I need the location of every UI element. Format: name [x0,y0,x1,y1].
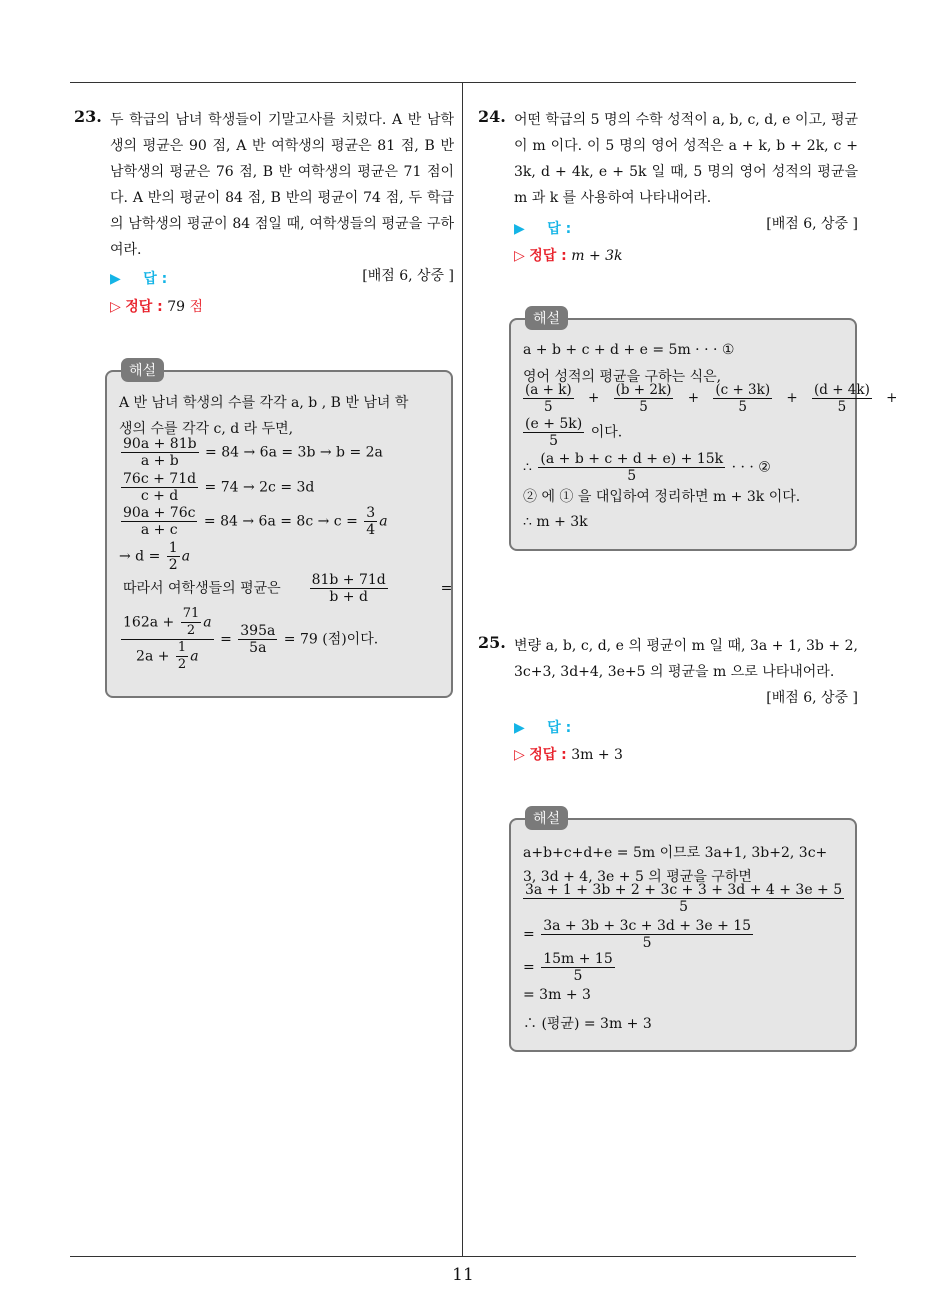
bottom-rule [70,1256,856,1257]
problem-text [110,107,454,289]
fraction-denominator: 5 [642,935,652,951]
correct-answer-row [110,296,203,316]
problem-number: 24. [478,107,506,126]
problem-meta: [배점 6, 상중 ] [766,690,858,706]
answer-label: 답 : [547,221,572,237]
equation-rest: = 84 → 6a = 8c → c = [203,513,358,530]
answer-label: 답 : [547,720,572,736]
solution-equation [119,606,378,673]
equation-pre: → d = [119,548,161,565]
solution-line: 생의 수를 각각 c, d 라 두면, [119,421,294,437]
solution-box [509,311,898,551]
equals-sign: = [220,631,232,648]
correct-marker-icon: ▷ [514,248,525,264]
solution-text: · · · ② [731,459,771,476]
problem-statement: 변량 a, b, c, d, e 의 평균이 m 일 때, 3a + 1, 3b + 2, 3c+3, 3d+4, 3e+5 의 평균을 m 으로 나타내어라. [514,638,858,680]
equation-rest: = 74 → 2c = 3d [204,479,315,496]
solution-equation [119,505,388,538]
answer-marker-icon: ▶ [514,221,525,237]
plus-sign: + [886,390,898,406]
solution-line [123,572,452,605]
correct-marker-icon: ▷ [110,299,121,315]
fraction-denominator: 5a [249,640,267,656]
fraction-numerator: 3a + 1 + 3b + 2 + 3c + 3 + 3d + 4 + 3e + 5 [525,882,843,898]
fraction-numerator: 3a + 3b + 3c + 3d + 3e + 15 [543,918,752,934]
correct-answer-row [514,245,623,265]
problem-25 [478,633,858,711]
correct-label: 정답 : [125,299,163,315]
fraction-denominator: a + c [140,522,178,538]
solution-badge: 해설 [525,806,568,830]
fraction-numerator: (d + 4k) [814,382,870,398]
fraction-numerator: 395a [240,623,276,639]
solution-line: a + b + c + d + e = 5m · · · ① [523,342,735,358]
solution-line: ∴ (평균) = 3m + 3 [523,1016,652,1032]
fraction-numerator [121,606,214,640]
fraction-denominator: c + d [140,488,179,504]
correct-answer-row [514,744,623,764]
fraction-numerator: 15m + 15 [543,951,613,967]
fraction-denominator: 5 [679,899,689,915]
problem-23 [74,107,454,289]
solution-line: 3, 3d + 4, 3e + 5 의 평균을 구하면 [523,869,752,885]
fraction-numerator: (e + 5k) [525,416,583,432]
variable: a [190,648,199,665]
fraction-numerator: (a + b + c + d + e) + 15k [540,451,724,467]
equals-sign: = [440,580,453,597]
problem-text [514,633,858,711]
solution-equation [119,436,383,469]
solution-line: ② 에 ① 을 대입하여 정리하면 m + 3k 이다. [523,489,801,505]
numerator-text: 162a + [123,614,175,631]
solution-line: ∴ m + 3k [523,514,588,530]
fraction-denominator: 5 [639,399,648,415]
fraction-numerator: (c + 3k) [715,382,771,398]
plus-sign: + [687,390,700,406]
fraction-denominator: 5 [738,399,747,415]
correct-value: 3m + 3 [571,747,623,763]
fraction-numerator: 81b + 71d [311,572,386,588]
fraction-denominator: 5 [544,399,553,415]
solution-text: 이다. [590,424,623,441]
plus-sign: + [587,390,600,406]
solution-box [105,363,453,698]
answer-marker-icon: ▶ [514,720,525,736]
solution-equation [523,918,755,951]
variable: a [379,513,388,530]
solution-line: = 3m + 3 [523,987,591,1003]
solution-equation [523,951,617,984]
equation-result: = 79 (점)이다. [283,631,379,648]
fraction-numerator: 1 [168,540,178,556]
solution-text: 따라서 여학생들의 평균은 [123,580,281,597]
correct-value: m + 3k [571,248,623,264]
equation-rest: = 84 → 6a = 3b → b = 2a [205,444,383,461]
answer-label: 답 : [143,271,168,287]
fraction-denominator: 4 [366,522,376,538]
problem-number: 25. [478,633,506,652]
solution-line: 영어 성적의 평균을 구하는 식은, [523,369,722,385]
fraction-numerator: 1 [177,640,187,655]
solution-equation [523,882,844,915]
solution-badge: 해설 [121,358,164,382]
problem-meta: [배점 6, 상중 ] [766,216,858,232]
problem-number: 23. [74,107,102,126]
solution-equation [119,540,190,573]
column-divider [462,82,463,1257]
equals-sign: = [523,959,535,976]
fraction-numerator: 90a + 81b [123,436,197,452]
correct-value: 79 [167,299,186,315]
fraction-numerator: 71 [182,606,200,621]
denominator-text: 2a + [136,648,170,665]
fraction-denominator: 2 [168,557,178,573]
solution-line: A 반 남녀 학생의 수를 각각 a, b , B 반 남녀 학 [119,395,409,411]
fraction-denominator: b + d [329,589,368,605]
equals-sign: = [523,926,535,943]
fraction-denominator: 5 [837,399,847,415]
fraction-numerator: (a + k) [525,382,572,398]
answer-row [514,218,571,238]
variable: a [181,548,191,565]
correct-label: 정답 : [529,248,567,264]
fraction-numerator: 90a + 76c [123,505,196,521]
fraction-denominator: 2 [186,623,196,638]
answer-row [514,717,571,737]
solution-line: a+b+c+d+e = 5m 이므로 3a+1, 3b+2, 3c+ [523,845,828,861]
fraction-denominator: 2 [177,657,187,672]
problem-statement: 어떤 학급의 5 명의 수학 성적이 a, b, c, d, e 이고, 평균이 m 이다. 이 5 명의 영어 성적은 a + k, b + 2k, c + 3k, d + 4k, e + 5k 일 때, 5 명의 영어 성적의 평균을 m 과 k 를 사용하여 나타내어라. [514,112,858,206]
fraction-denominator: 5 [549,433,559,449]
fraction-denominator: 5 [627,468,637,484]
solution-equation [119,471,314,504]
problem-meta: [배점 6, 상중 ] [362,268,454,284]
top-rule [70,82,856,83]
solution-equation [523,451,771,484]
correct-label: 정답 : [529,747,567,763]
fraction-numerator: (b + 2k) [615,382,672,398]
fraction-denominator [121,640,214,673]
variable: a [203,614,212,631]
solution-badge: 해설 [525,306,568,330]
fraction-numerator: 3 [366,505,376,521]
therefore-symbol: ∴ [523,459,532,476]
solution-equation [521,382,897,415]
solution-box [509,811,857,1052]
plus-sign: + [786,390,798,406]
fraction-numerator: 76c + 71d [123,471,197,487]
fraction-denominator: a + b [140,453,179,469]
answer-row [110,268,167,288]
problem-statement: 두 학급의 남녀 학생들이 기말고사를 치렀다. A 반 남학생의 평균은 90 점, A 반 여학생의 평균은 81 점, B 반 남학생의 평균은 76 점, B 반 여학생의 평균은 71 점이다. A 반의 평균이 84 점, B 반의 평균이 74 점, 두 학급의 남학생의 평균이 84 점일 때, 여학생들의 평균을 구하여라. [110,112,454,258]
fraction-denominator: 5 [573,968,583,984]
correct-unit: 점 [189,299,204,315]
answer-marker-icon: ▶ [110,271,121,287]
page-number: 11 [452,1265,474,1285]
solution-equation [521,416,622,449]
correct-marker-icon: ▷ [514,747,525,763]
